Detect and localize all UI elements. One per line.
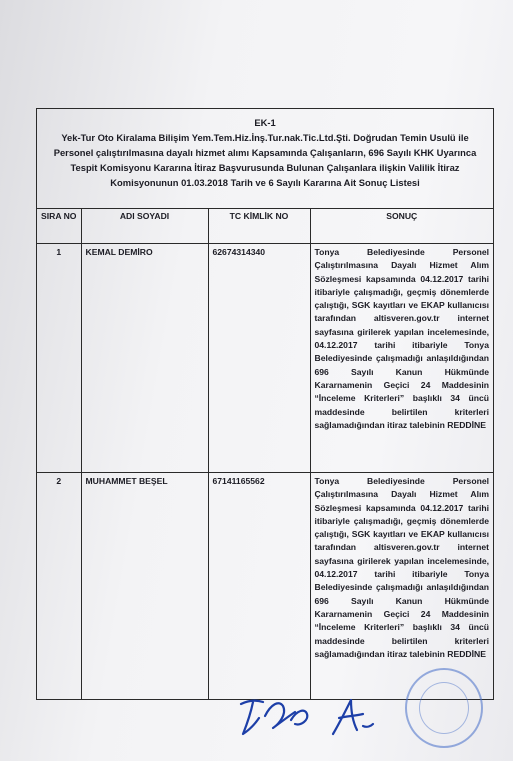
header-tc-kimlik-no: TC KİMLİK NO xyxy=(208,209,310,244)
row-name: KEMAL DEMİRO xyxy=(81,244,208,473)
table-row xyxy=(37,473,493,700)
row-tc-number: 67141165562 xyxy=(208,473,310,700)
signature-stroke xyxy=(363,724,373,727)
document-title: Yek-Tur Oto Kiralama Bilişim Yem.Tem.Hiz.İnş.Tur.nak.Tic.Ltd.Şti. Doğrudan Temin Usulü ile Personel çalıştırılmasına dayalı hizmet alımı Kapsamında Çalışanların, 696 Sayılı KHK Uyarınca Tespit Komisyonu Kararına İtiraz Başvurusunda Bulunan Çalışanlara ilişkin Valilik İtiraz Komisyonunun 01.03.2018 Tarih ve 6 Sayılı Kararına Ait Sonuç Listesi xyxy=(53,132,477,188)
header-sonuc: SONUÇ xyxy=(310,209,493,244)
table-header-row xyxy=(37,209,493,244)
row-number: 1 xyxy=(37,244,81,473)
handwritten-signatures xyxy=(235,690,405,742)
row-number: 2 xyxy=(37,473,81,700)
row-name: MUHAMMET BEŞEL xyxy=(81,473,208,700)
row-tc-number: 62674314340 xyxy=(208,244,310,473)
annex-label: EK-1 xyxy=(254,117,276,128)
header-sira-no: SIRA NO xyxy=(37,209,81,244)
signature-stroke xyxy=(265,703,295,728)
results-table xyxy=(37,209,493,699)
document-table xyxy=(36,108,494,700)
signature-stroke xyxy=(241,701,263,734)
official-stamp xyxy=(405,668,483,748)
row-result: Tonya Belediyesinde Personel Çalıştırılmasına Dayalı Hizmet Alım Sözleşmesi kapsamında 04.12.2017 tarihi itibariyle çalışmadığı, geçmiş dönemlerde çalıştığı, SGK kayıtları ve EKAP kullanıcısı tarafından altisveren.gov.tr internet sayfasına girilerek yapılan incelemesinde, 04.12.2017 tarihi itibariyle Tonya Belediyesinde çalışmadığı anlaşıldığından 696 Sayılı Kanun Hükmünde Kararnamenin Geçici 24 Maddesinin “İnceleme Kriterleri” başlıklı 34 üncü maddesinde belirtilen kriterleri sağlamadığından itiraz talebinin REDDİNE xyxy=(310,473,493,700)
table-row xyxy=(37,244,493,473)
row-result: Tonya Belediyesinde Personel Çalıştırılmasına Dayalı Hizmet Alım Sözleşmesi kapsamında 04.12.2017 tarihi itibariyle çalışmadığı, geçmiş dönemlerde çalıştığı, SGK kayıtları ve EKAP kullanıcısı tarafından altisveren.gov.tr internet sayfasına girilerek yapılan incelemesinde, 04.12.2017 tarihi itibariyle Tonya Belediyesinde çalışmadığı anlaşıldığından 696 Sayılı Kanun Hükmünde Kararnamenin Geçici 24 Maddesinin “İnceleme Kriterleri” başlıklı 34 üncü maddesinde belirtilen kriterleri sağlamadığından itiraz talebinin REDDİNE xyxy=(310,244,493,473)
document-header xyxy=(37,109,493,209)
header-adi-soyadi: ADI SOYADI xyxy=(81,209,208,244)
signature-stroke xyxy=(333,700,363,734)
